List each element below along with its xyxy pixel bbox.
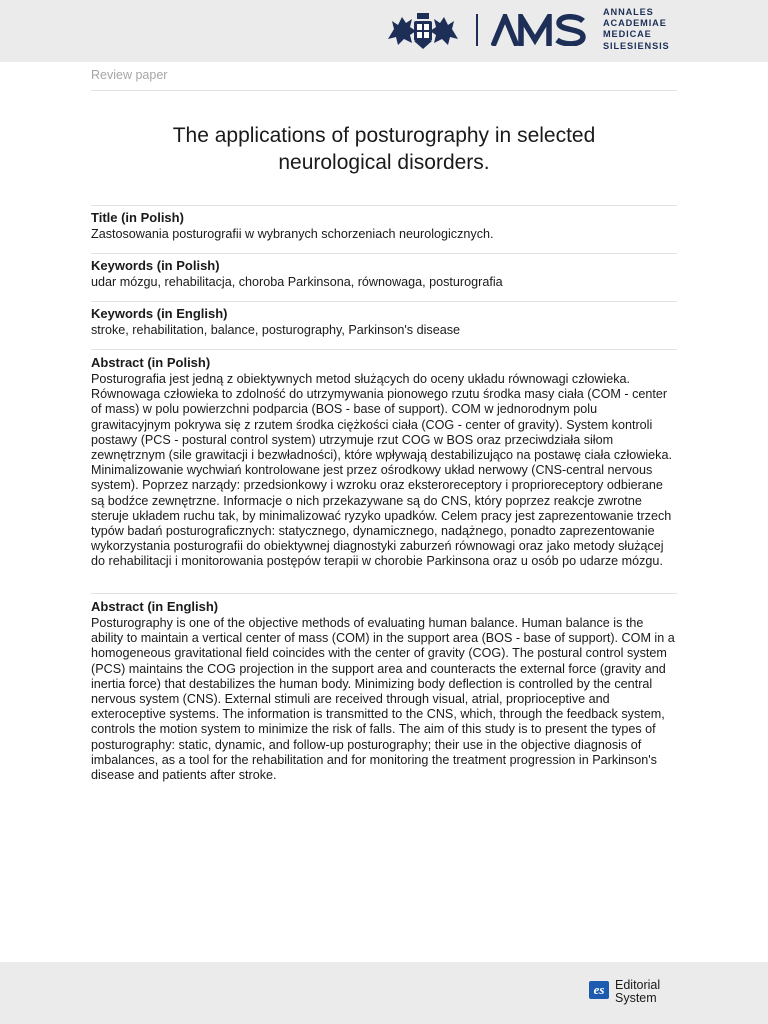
- field-value: Posturografia jest jedną z obiektywnych metod służących do oceny układu równowagi człowieka. Równowaga człowieka to zdolność do utrzymywania pionowego rzutu środka masy ciała (COM - center of mass) w polu powierzchni podparcia (BOS - base of support). COM w jednorodnym polu grawitacyjnym pokrywa się z rzutem środka ciężkości ciała (COG - center of gravity). System kontroli postawy (PCS - postural control system) utrzymuje rzut COG w BOS oraz przeciwdziała siłom zewnętrznym (sile grawitacji i bezwładności), które wpływają destabilizująco na postawę ciała człowieka. Minimalizowanie wychwiań kontrolowane jest przez ośrodkowy układ nerwowy (CNS-central nervous system). Poprzez narządy: przedsionkowy i wzroku oraz eksteroreceptory i proprioreceptory odbierane są bodźce zewnętrzne. Informacje o nich przekazywane są do CNS, który poprzez reakcje zwrotne steruje układem ruchu tak, by minimalizować ryzyko upadków. Celem pracy jest zaprezentowanie trzech typów badań posturograficznych: statycznego, dynamicznego, nadążnego, ponadto zaprezentowanie wykorzystania posturografii do obiektywnej diagnostyki zaburzeń równowagi oraz jako metody służącej do rehabilitacji i monitorowania postępów terapii w chorobie Parkinsona oraz u osób po udarze mózgu.: [91, 372, 672, 569]
- field-label: Abstract (in Polish): [91, 355, 211, 370]
- article-title: [91, 122, 677, 176]
- article-title-line: The applications of posturography in selected: [172, 124, 596, 147]
- journal-name-line: ANNALES: [603, 7, 654, 17]
- field-label: Keywords (in Polish): [91, 258, 220, 273]
- field-abstract-polish: [91, 355, 677, 570]
- field-abstract-english: [91, 599, 677, 783]
- journal-name-line: SILESIENSIS: [603, 40, 670, 51]
- section-divider: [91, 90, 677, 91]
- field-value: Zastosowania posturografii w wybranych schorzeniach neurologicznych.: [91, 227, 494, 241]
- page-footer: [0, 962, 768, 1024]
- field-label: Abstract (in English): [91, 599, 219, 614]
- university-crest-icon: [384, 9, 462, 51]
- article-title-line: neurological disorders.: [278, 151, 490, 174]
- section-divider: [91, 205, 677, 206]
- editorial-system-line: Editorial: [615, 978, 661, 992]
- editorial-system-logo-icon[interactable]: es: [589, 981, 609, 999]
- field-keywords-english: [91, 306, 677, 338]
- field-value: udar mózgu, rehabilitacja, choroba Parkinsona, równowaga, posturografia: [91, 275, 503, 289]
- field-label: Title (in Polish): [91, 210, 184, 225]
- field-keywords-polish: [91, 258, 677, 290]
- field-value: stroke, rehabilitation, balance, posturography, Parkinson's disease: [91, 323, 461, 337]
- ams-logo-icon: [491, 14, 587, 46]
- section-divider: [91, 301, 677, 302]
- header-divider: [476, 14, 478, 46]
- section-divider: [91, 253, 677, 254]
- section-divider: [91, 349, 677, 350]
- field-label: Keywords (in English): [91, 306, 228, 321]
- journal-name: [603, 7, 670, 52]
- section-divider: [91, 593, 677, 594]
- journal-name-line: MEDICAE: [603, 29, 652, 40]
- paper-type-label: Review paper: [91, 68, 168, 82]
- field-title-polish: [91, 210, 677, 242]
- page-header: [0, 0, 768, 62]
- editorial-system-line: System: [615, 991, 657, 1005]
- editorial-system-logo-text[interactable]: [615, 979, 660, 1005]
- journal-name-line: ACADEMIAE: [603, 18, 667, 29]
- field-value: Posturography is one of the objective methods of evaluating human balance. Human balance is the ability to maintain a vertical center of mass (COM) in the support area (BOS - base of support). COM in a homogeneous gravitational field coincides with the center of gravity (COG). The postural control system (PCS) maintains the COG projection in the support area and counteracts the external force (gravity and inertia force) that destabilizes the human body. Minimizing body deflection is controlled by the central nervous system (CNS). External stimuli are received through visual, atrial, proprioceptive and exteroceptive systems. The information is transmitted to the CNS, which, through the feedback system, controls the motion system to minimize the risk of falls. The aim of this study is to present the types of posturography: static, dynamic, and follow-up posturography; their use in the objective diagnosis of imbalances, as a tool for the rehabilitation and for monitoring the treatment progression in Parkinson's disease and patients after stroke.: [91, 616, 675, 783]
